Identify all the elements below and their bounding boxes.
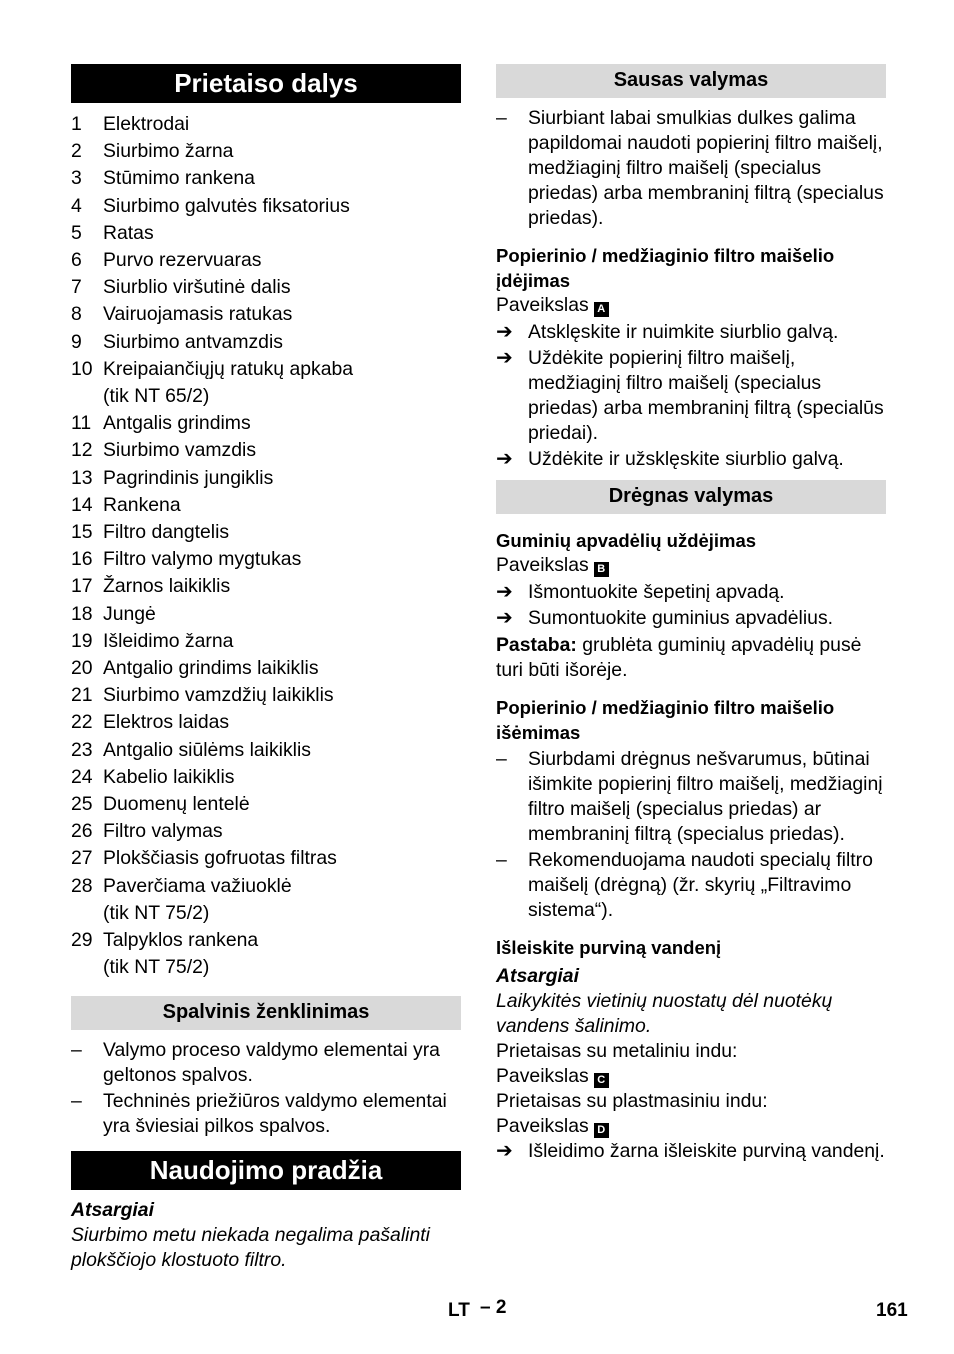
footer-page-number: 161 [876, 1300, 908, 1321]
heading-dry-cleaning: Sausas valymas [496, 64, 886, 98]
item-label: Žarnos laikiklis [103, 575, 231, 598]
caution-text: Laikykitės vietinių nuostatų dėl nuotėkų vandens šalinimo. [496, 990, 833, 1037]
list-item: ➔ Išleidimo žarna išleiskite purviną vandenį. [496, 1140, 885, 1162]
list-item: – Valymo proceso valdymo elementai yra geltonos spalvos. [71, 1038, 440, 1086]
subheading-remove-filter-bag: Popierinio / medžiaginio filtro maišelio išėmimas [496, 697, 835, 743]
item-label: Ratas [103, 221, 154, 244]
item-number: 19 [71, 629, 93, 652]
item-number: 10 [71, 357, 93, 380]
list-item [71, 301, 461, 328]
list-item [71, 410, 461, 437]
item-label: Antgalio grindims laikiklis [103, 657, 319, 680]
drain-steps-list [496, 1139, 886, 1164]
item-number: 14 [71, 493, 93, 516]
list-item [71, 138, 461, 165]
list-item [71, 193, 461, 220]
figure-a-icon: A [594, 302, 609, 317]
list-item [71, 791, 461, 818]
figure-reference: Paveikslas C [496, 1064, 886, 1089]
list-item: – Rekomenduojama naudoti specialų filtro maišelį (drėgną) (žr. skyrių „Filtravimo sistema“). [496, 849, 873, 921]
item-number: 13 [71, 466, 93, 489]
arrow-right-icon: ➔ [496, 607, 513, 629]
dash-marker: – [496, 107, 507, 129]
footer-section-page: – 2 [480, 1297, 507, 1318]
item-number: 27 [71, 847, 93, 870]
subheading-drain-water: Išleiskite purviną vandenį [496, 937, 722, 958]
right-column [496, 64, 886, 1172]
dash-marker: – [496, 849, 507, 871]
item-number: 20 [71, 657, 93, 680]
item-number: 5 [71, 221, 82, 244]
figure-b-icon: B [594, 562, 609, 577]
caution-label: Atsargiai [71, 1198, 154, 1221]
plastic-container-text: Prietaisas su plastmasiniu indu: [496, 1090, 768, 1112]
footer-language: LT [448, 1300, 470, 1321]
figure-c-icon: C [594, 1073, 609, 1088]
list-item [71, 900, 461, 927]
list-item [71, 628, 461, 655]
item-number: 28 [71, 874, 93, 897]
note-text: grublėta guminių apvadėlių pusė turi būti išorėje. [496, 634, 862, 681]
parts-list [71, 111, 461, 982]
item-label: Siurbimo antvamzdis [103, 330, 283, 353]
item-label: Purvo rezervuaras [103, 249, 262, 272]
item-number: 11 [71, 412, 92, 435]
arrow-right-icon: ➔ [496, 448, 513, 470]
item-number [71, 383, 103, 410]
figure-reference: Paveikslas B [496, 553, 886, 578]
item-label: Siurblio viršutinė dalis [103, 276, 291, 299]
subheading-rubber-lips: Guminių apvadėlių uždėjimas [496, 530, 757, 551]
figure-d-icon: D [594, 1123, 609, 1138]
left-column [71, 64, 461, 1273]
list-item [71, 329, 461, 356]
item-label: Išleidimo žarna [103, 629, 234, 652]
list-item [71, 845, 461, 872]
item-label: Duomenų lentelė [103, 793, 250, 816]
dash-marker: – [496, 748, 507, 770]
list-item [71, 437, 461, 464]
item-number: 17 [71, 575, 93, 598]
remove-filter-list [496, 747, 886, 923]
item-number: 3 [71, 167, 82, 190]
item-number: 25 [71, 793, 93, 816]
item-label: Elektrodai [103, 113, 190, 135]
heading-wet-cleaning: Drėgnas valymas [496, 480, 886, 514]
caution-text: Siurbimo metu niekada negalima pašalinti plokščiojo klostuoto filtro. [71, 1223, 430, 1271]
figure-reference: Paveikslas D [496, 1114, 886, 1139]
list-item [71, 111, 461, 138]
item-label: Stūmimo rankena [103, 167, 255, 190]
dash-marker: – [71, 1089, 82, 1112]
metal-container-text: Prietaisas su metaliniu indu: [496, 1040, 738, 1062]
list-item [71, 383, 461, 410]
list-item: – Techninės priežiūros valdymo elementai yra šviesiai pilkos spalvos. [71, 1089, 447, 1137]
item-label: Antgalio siūlėms laikiklis [103, 738, 311, 761]
dry-cleaning-list [496, 106, 886, 231]
item-label: Kabelio laikiklis [103, 765, 235, 788]
list-item: ➔ Uždėkite popierinį filtro maišelį, medžiaginį filtro maišelį (specialus priedas) arba membraninį filtrą (specialūs priedai). [496, 347, 884, 444]
item-number: 26 [71, 820, 93, 843]
item-number: 24 [71, 765, 93, 788]
item-label: Antgalis grindims [103, 412, 251, 435]
list-item: – Siurbiant labai smulkias dulkes galima papildomai naudoti popierinį filtro maišelį, medžiaginį filtro maišelį (specialus priedas) arba membraninį filtrą (specialus priedas). [496, 107, 884, 229]
item-number: 21 [71, 684, 93, 707]
list-item: – Siurbdami drėgnus nešvarumus, būtinai išimkite popierinį filtro maišelį, medžiaginį filtro maišelį (specialus priedas) ar membraninį filtrą (specialus priedas). [496, 748, 883, 845]
dash-marker: – [71, 1038, 82, 1061]
item-label: Paverčiama važiuoklė [103, 874, 292, 897]
item-number: 6 [71, 249, 82, 272]
item-number: 2 [71, 140, 82, 163]
arrow-right-icon: ➔ [496, 347, 513, 369]
list-item: ➔ Išmontuokite šepetinį apvadą. [496, 581, 785, 603]
arrow-right-icon: ➔ [496, 1140, 513, 1162]
item-number: 8 [71, 303, 82, 326]
item-number: 4 [71, 194, 82, 217]
item-label: (tik NT 75/2) [103, 956, 210, 979]
insert-steps-list [496, 320, 886, 472]
list-item: ➔ Sumontuokite guminius apvadėlius. [496, 607, 834, 629]
list-item [71, 873, 461, 900]
arrow-right-icon: ➔ [496, 321, 513, 343]
item-label: Jungė [103, 602, 156, 625]
item-label: Filtro valymas [103, 820, 223, 843]
list-item [71, 492, 461, 519]
item-number: 7 [71, 276, 82, 299]
list-item [71, 573, 461, 600]
item-number: 22 [71, 711, 93, 734]
item-label: Kreipaiančiųjų ratukų apkaba [103, 357, 354, 380]
list-item [71, 601, 461, 628]
item-number: 12 [71, 439, 93, 462]
item-label: Siurbimo galvutės fiksatorius [103, 194, 350, 217]
figure-reference: Paveikslas A [496, 293, 886, 318]
note-label: Pastaba: [496, 634, 577, 656]
list-item [71, 818, 461, 845]
item-label: Talpyklos rankena [103, 929, 259, 952]
list-item [71, 954, 461, 981]
list-item [71, 274, 461, 301]
heading-parts: Prietaiso dalys [71, 64, 461, 103]
item-label: Rankena [103, 493, 181, 516]
item-label: (tik NT 65/2) [103, 385, 210, 408]
item-label: Vairuojamasis ratukas [103, 303, 293, 326]
list-item: ➔ Atsklęskite ir nuimkite siurblio galvą. [496, 321, 839, 343]
item-label: Elektros laidas [103, 711, 230, 734]
list-item [71, 764, 461, 791]
item-number: 29 [71, 929, 93, 952]
item-number [71, 954, 103, 981]
item-number: 9 [71, 330, 82, 353]
item-number [71, 900, 103, 927]
item-label: Filtro valymo mygtukas [103, 548, 302, 571]
list-item [71, 546, 461, 573]
list-item [71, 220, 461, 247]
heading-color-coding: Spalvinis ženklinimas [71, 996, 461, 1030]
subheading-insert-filter-bag: Popierinio / medžiaginio filtro maišelio įdėjimas [496, 245, 835, 291]
item-number: 15 [71, 521, 93, 544]
item-number: 1 [71, 113, 82, 135]
list-item [71, 356, 461, 383]
list-item: ➔ Uždėkite ir užsklęskite siurblio galvą. [496, 448, 844, 470]
list-item [71, 655, 461, 682]
arrow-right-icon: ➔ [496, 581, 513, 603]
rubber-lips-steps-list [496, 580, 886, 631]
item-number: 16 [71, 548, 93, 571]
list-item [71, 709, 461, 736]
list-item [71, 465, 461, 492]
item-label: (tik NT 75/2) [103, 901, 210, 924]
item-label: Filtro dangtelis [103, 521, 230, 544]
caution-label: Atsargiai [496, 965, 579, 987]
item-label: Siurbimo vamzdžių laikiklis [103, 684, 334, 707]
item-label: Plokščiasis gofruotas filtras [103, 847, 337, 870]
note-paragraph [496, 633, 886, 683]
item-number: 23 [71, 738, 93, 761]
list-item [71, 927, 461, 954]
heading-start-up: Naudojimo pradžia [71, 1151, 461, 1190]
color-coding-list [71, 1038, 461, 1139]
list-item [71, 519, 461, 546]
list-item [71, 247, 461, 274]
item-label: Pagrindinis jungiklis [103, 466, 274, 489]
list-item [71, 737, 461, 764]
item-label: Siurbimo vamzdis [103, 439, 257, 462]
item-number: 18 [71, 602, 93, 625]
list-item [71, 682, 461, 709]
item-label: Siurbimo žarna [103, 140, 234, 163]
list-item [71, 165, 461, 192]
